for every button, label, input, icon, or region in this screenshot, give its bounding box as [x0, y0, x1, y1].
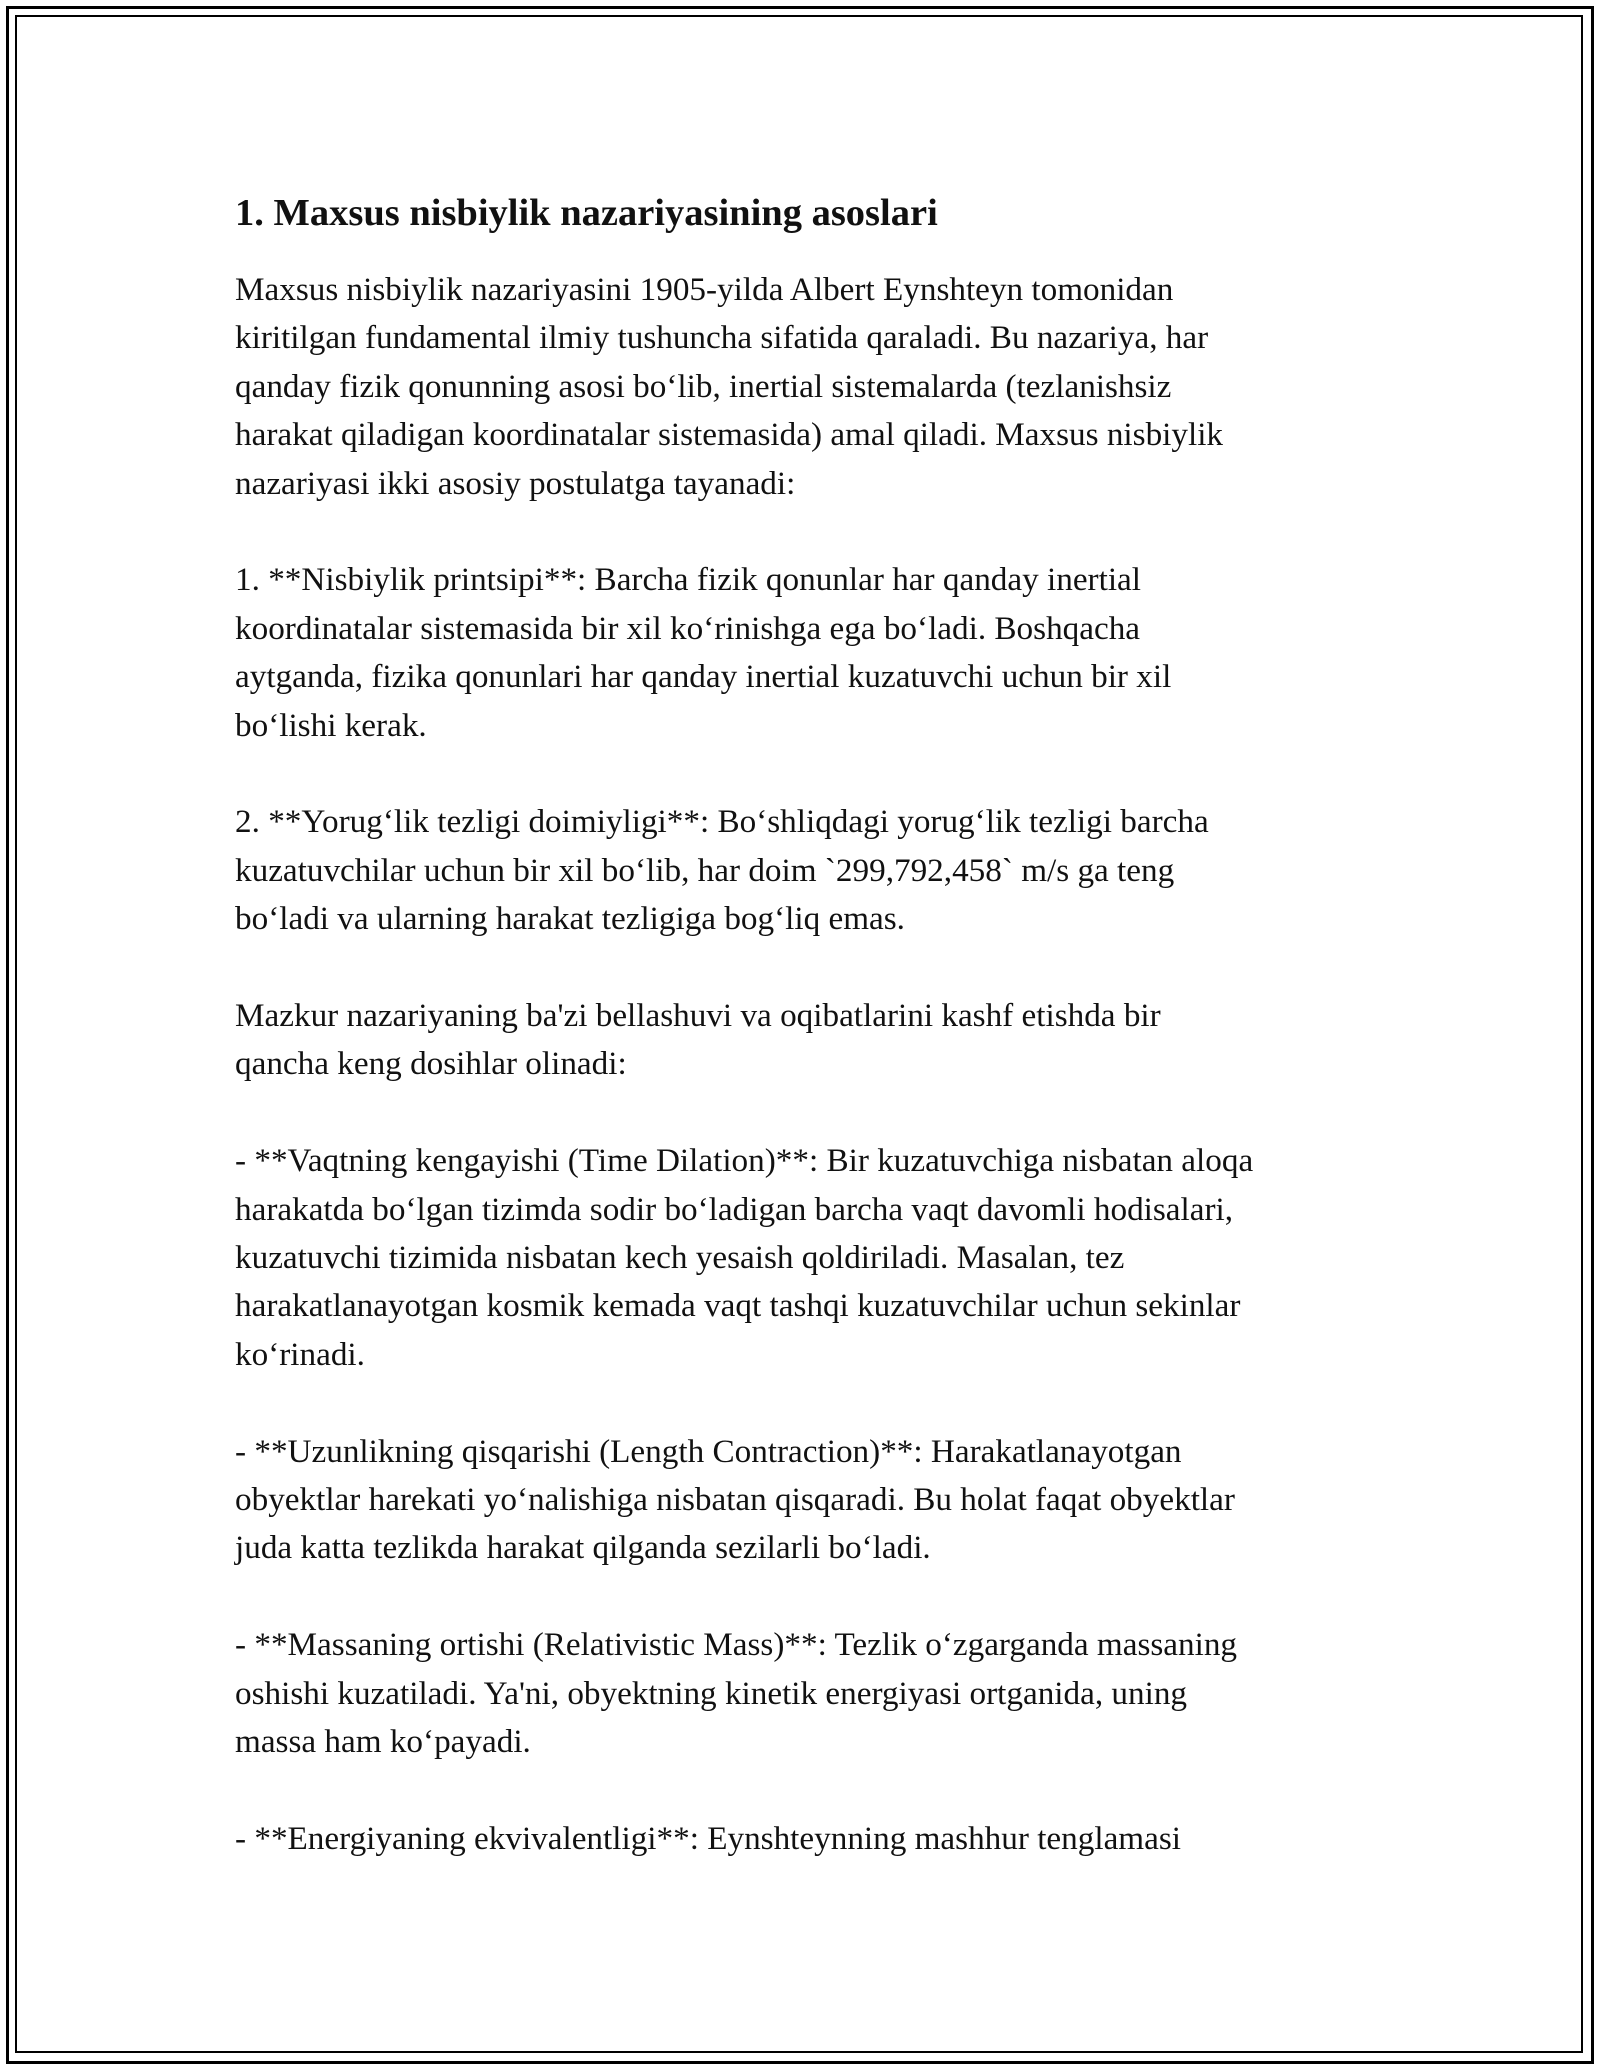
document-body [235, 188, 1375, 1912]
paragraph-consequences-intro: Mazkur nazariyaning ba'zi bellashuvi va oqibatlarini kashf etishda bir qancha keng dosihlar olinadi: [235, 997, 1161, 1083]
paragraph-postulate-1: 1. **Nisbiylik printsipi**: Barcha fizik qonunlar har qanday inertial koordinatalar sistemasida bir xil ko‘rinishga ega bo‘ladi. Boshqacha aytganda, fizika qonunlari har qanday inertial kuzatuvchi uchun bir xil bo‘lishi kerak. [235, 561, 1172, 744]
list-item-relativistic-mass: - **Massaning ortishi (Relativistic Mass)**: Tezlik o‘zgarganda massaning oshishi kuzatiladi. Ya'ni, obyektning kinetik energiyasi ortganida, uning massa ham ko‘payadi. [235, 1626, 1238, 1761]
paragraph-postulate-2: 2. **Yorug‘lik tezligi doimiyligi**: Bo‘shliqdagi yorug‘lik tezligi barcha kuzatuvchilar uchun bir xil bo‘lib, har doim `299,792,458` m/s ga teng bo‘ladi va ularning harakat tezligiga bog‘liq emas. [235, 803, 1209, 938]
paragraph-intro: Maxsus nisbiylik nazariyasini 1905-yilda Albert Eynshteyn tomonidan kiritilgan fundamental ilmiy tushuncha sifatida qaraladi. Bu nazariya, har qanday fizik qonunning asosi bo‘lib, inertial sistemalarda (tezlanishsiz harakat qiladigan koordinatalar sistemasida) amal qiladi. Maxsus nisbiylik nazariyasi ikki asosiy postulatga tayanadi: [235, 271, 1224, 502]
list-item-length-contraction: - **Uzunlikning qisqarishi (Length Contraction)**: Harakatlanayotgan obyektlar harekati yo‘nalishiga nisbatan qisqaradi. Bu holat faqat obyektlar juda katta tezlikda harakat qilganda sezilarli bo‘ladi. [235, 1432, 1235, 1567]
section-title: 1. Maxsus nisbiylik nazariyasining asoslari [235, 192, 938, 234]
list-item-energy-equivalence: - **Energiyaning ekvivalentligi**: Eynshteynning mashhur tenglamasi [235, 1819, 1181, 1857]
list-item-time-dilation: - **Vaqtning kengayishi (Time Dilation)**: Bir kuzatuvchiga nisbatan aloqa harakatda bo‘lgan tizimda sodir bo‘ladigan barcha vaqt davomli hodisalari, kuzatuvchi tizimida nisbatan kech yesaish qoldiriladi. Masalan, tez harakatlanayotgan kosmik kemada vaqt tashqi kuzatuvchilar uchun sekinlar ko‘rinadi. [235, 1142, 1254, 1373]
